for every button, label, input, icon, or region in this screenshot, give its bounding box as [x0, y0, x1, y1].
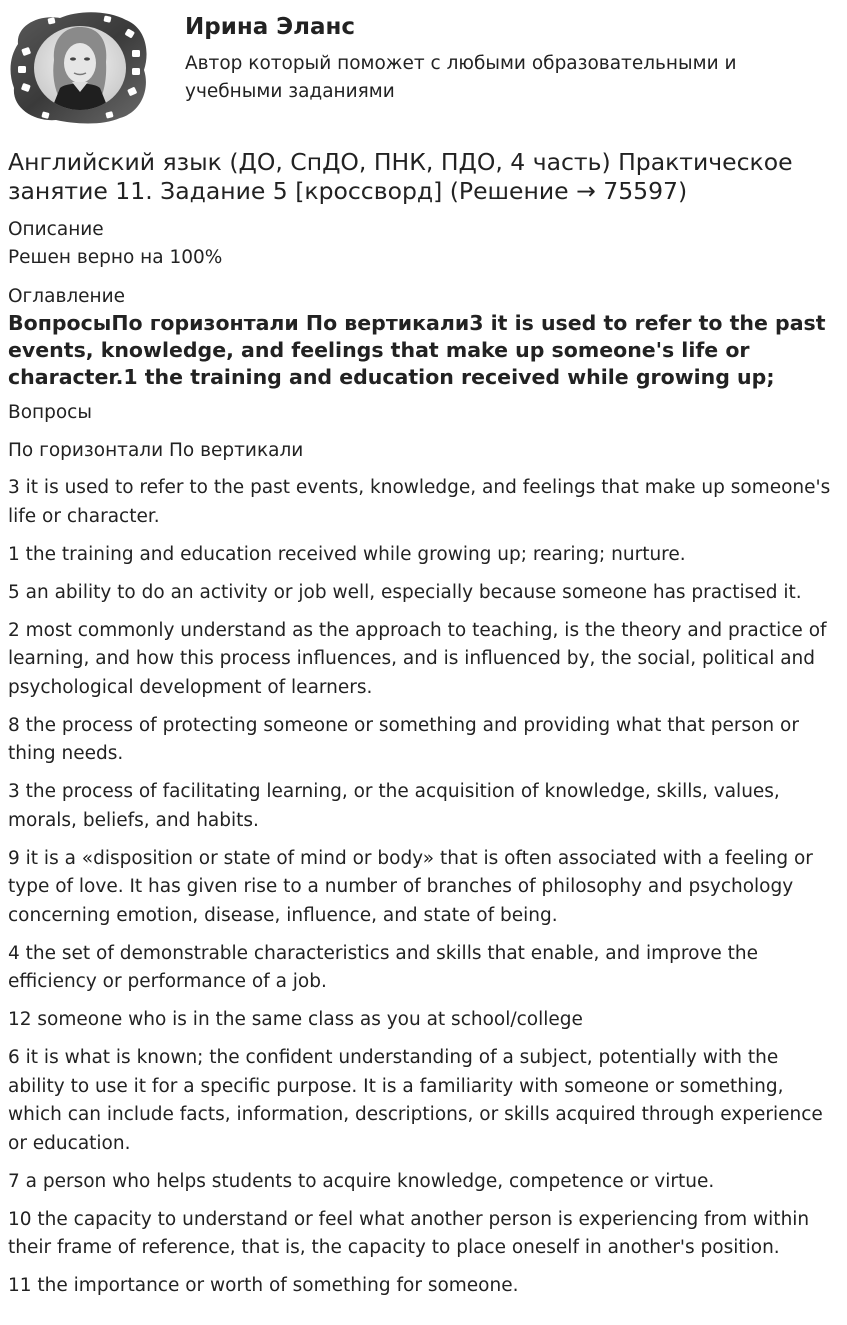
- crossword-directions: По горизонтали По вертикали: [8, 440, 304, 461]
- question-item: 9 it is a «disposition or state of mind or body» that is often associated with a feeling or type of love. It has given rise to a number of branches of philosophy and psychology concerning emotion, disease, influence, and state of being.: [8, 847, 813, 926]
- toc-label: Оглавление: [8, 286, 126, 307]
- author-block: [0, 0, 847, 130]
- author-avatar: [8, 8, 150, 126]
- question-item: 6 it is what is known; the confident understanding of a subject, potentially with the ability to use it for a specific purpose. It is a familiarity with someone or something, which can include facts, information, descriptions, or skills acquired through experience or education.: [8, 1047, 823, 1154]
- description-label: Описание: [8, 219, 104, 240]
- question-item: 3 the process of facilitating learning, or the acquisition of knowledge, skills, values, morals, beliefs, and habits.: [8, 781, 780, 831]
- status-text: Решен верно на 100%: [8, 247, 223, 268]
- author-description: Автор который поможет с любыми образовательными и учебными заданиями: [185, 53, 737, 102]
- questions-list: [8, 474, 840, 1310]
- toc-text: ВопросыПо горизонтали По вертикали3 it is used to refer to the past events, knowledge, and feelings that make up someone's life or character.1 the training and education received while growing up;: [8, 311, 826, 389]
- questions-heading: Вопросы: [8, 402, 92, 423]
- author-name[interactable]: Ирина Эланс: [185, 14, 356, 40]
- question-item: 3 it is used to refer to the past events, knowledge, and feelings that make up someone's life or character.: [8, 477, 831, 527]
- question-item: 7 a person who helps students to acquire knowledge, competence or virtue.: [8, 1170, 715, 1192]
- question-item: 11 the importance or worth of something for someone.: [8, 1275, 519, 1296]
- question-item: 5 an ability to do an activity or job well, especially because someone has practised it.: [8, 581, 802, 603]
- page-title: Английский язык (ДО, СпДО, ПНК, ПДО, 4 часть) Практическое занятие 11. Задание 5 [кроссворд] (Решение → 75597): [8, 148, 793, 205]
- question-item: 10 the capacity to understand or feel what another person is experiencing from within their frame of reference, that is, the capacity to place oneself in another's position.: [8, 1208, 810, 1258]
- question-item: 8 the process of protecting someone or something and providing what that person or thing needs.: [8, 714, 799, 764]
- question-item: 1 the training and education received while growing up; rearing; nurture.: [8, 543, 686, 565]
- question-item: 12 someone who is in the same class as you at school/college: [8, 1009, 583, 1030]
- question-item: 4 the set of demonstrable characteristics and skills that enable, and improve the efficiency or performance of a job.: [8, 942, 758, 992]
- question-item: 2 most commonly understand as the approach to teaching, is the theory and practice of learning, and how this process influences, and is influenced by, the social, political and psychological development of learners.: [8, 619, 827, 698]
